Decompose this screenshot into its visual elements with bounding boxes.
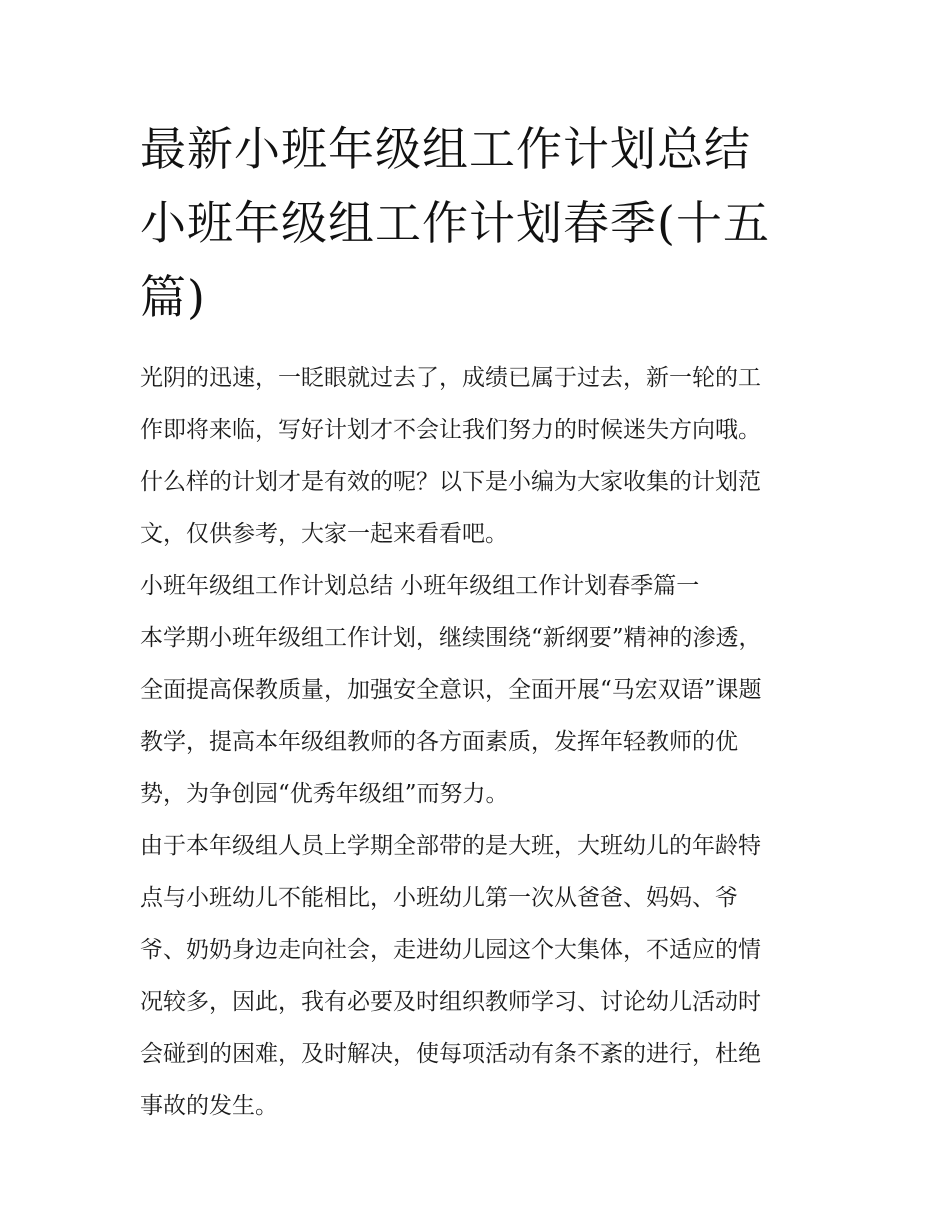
- text-line: 作即将来临，写好计划才不会让我们努力的时候迷失方向哦。: [140, 417, 761, 443]
- document-page: [140, 112, 820, 1132]
- text-line: 势，为争创园“优秀年级组”而努力。: [140, 781, 509, 807]
- text-line: 点与小班幼儿不能相比，小班幼儿第一次从爸爸、妈妈、爷: [140, 885, 738, 911]
- document-title: [140, 112, 820, 334]
- text-line: 事故的发生。: [140, 1093, 278, 1119]
- text-line: 会碰到的困难，及时解决，使每项活动有条不紊的进行，杜绝: [140, 1041, 761, 1067]
- section-heading: [140, 560, 820, 612]
- text-line: 爷、奶奶身边走向社会，走进幼儿园这个大集体，不适应的情: [140, 937, 761, 963]
- title-line: 小班年级组工作计划春季(十五: [140, 196, 770, 250]
- title-line: 篇): [140, 270, 206, 324]
- text-line: 什么样的计划才是有效的呢？以下是小编为大家收集的计划范: [140, 469, 761, 495]
- text-line: 教学，提高本年级组教师的各方面素质，发挥年轻教师的优: [140, 729, 738, 755]
- text-line: 全面提高保教质量，加强安全意识，全面开展“马宏双语”课题: [140, 677, 762, 703]
- text-line: 由于本年级组人员上学期全部带的是大班，大班幼儿的年龄特: [140, 833, 761, 859]
- title-line: 最新小班年级组工作计划总结: [140, 122, 751, 176]
- body-paragraph-1: [140, 612, 820, 820]
- body-paragraph-2: [140, 820, 820, 1132]
- text-line: 文，仅供参考，大家一起来看看吧。: [140, 521, 508, 547]
- text-line: 本学期小班年级组工作计划，继续围绕“新纲要”精神的渗透，: [140, 625, 762, 651]
- text-line: 小班年级组工作计划总结 小班年级组工作计划春季篇一: [140, 573, 700, 599]
- text-line: 光阴的迅速，一眨眼就过去了，成绩已属于过去，新一轮的工: [140, 365, 761, 391]
- intro-paragraph: [140, 352, 820, 560]
- text-line: 况较多，因此，我有必要及时组织教师学习、讨论幼儿活动时: [140, 989, 761, 1015]
